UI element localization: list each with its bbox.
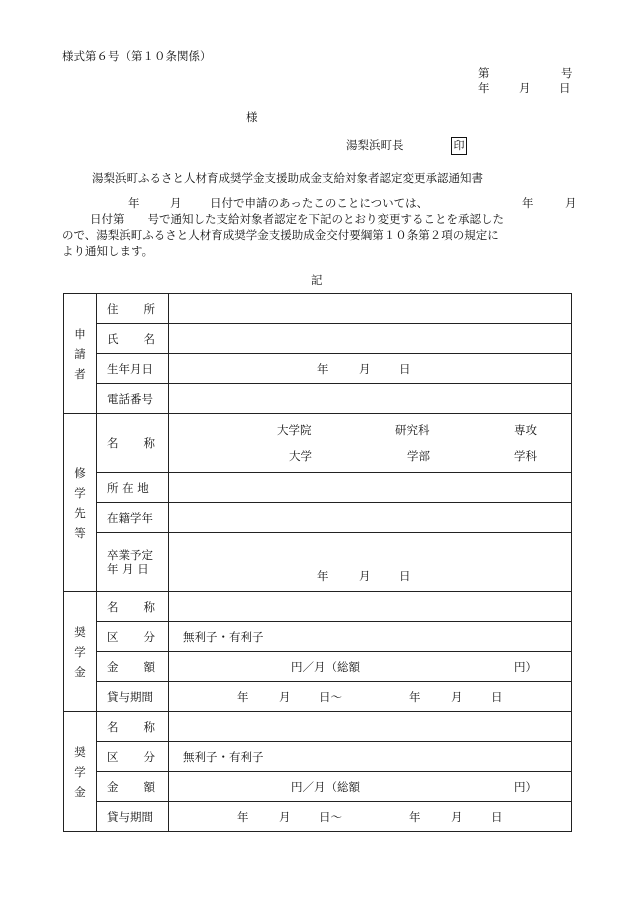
phone-label: 電話番号	[97, 384, 169, 414]
birthdate-label: 生年月日	[97, 354, 169, 384]
date-day: 日	[559, 81, 571, 95]
graduation-date-field[interactable]: 年 月 日	[169, 533, 572, 592]
issuer-name: 湯梨浜町長	[346, 138, 404, 152]
scholarship1-amount-row	[64, 652, 572, 682]
birthdate-field[interactable]: 年 月 日	[169, 354, 572, 384]
scholarship2-group-label: 奨 学 金	[64, 712, 97, 832]
enrolled-year-field[interactable]	[169, 503, 572, 533]
scholarship1-name-field[interactable]	[169, 592, 572, 622]
body-year: 年	[128, 196, 140, 210]
enrolled-year-label: 在籍学年	[97, 503, 169, 533]
applicant-address-row	[64, 294, 572, 324]
scholarship2-period-label: 貸与期間	[97, 802, 169, 832]
school-year-row	[64, 503, 572, 533]
scholarship2-period-field[interactable]: 年 月 日～ 年 月 日	[169, 802, 572, 832]
applicant-name-row	[64, 324, 572, 354]
scholarship2-amount-row	[64, 772, 572, 802]
body-line4: より通知します。	[62, 244, 154, 258]
scholarship2-amount-field[interactable]: 円／月（総額 円）	[169, 772, 572, 802]
scholarship1-period-field[interactable]: 年 月 日～ 年 月 日	[169, 682, 572, 712]
seal-mark: 印	[451, 137, 467, 155]
scholarship2-category-label: 区 分	[97, 742, 169, 772]
name-field[interactable]	[169, 324, 572, 354]
doc-no-suffix: 号	[561, 66, 573, 80]
scholarship2-name-label: 名 称	[97, 712, 169, 742]
scholarship2-period-row	[64, 802, 572, 832]
scholarship2-name-row	[64, 712, 572, 742]
name-label: 氏 名	[97, 324, 169, 354]
document-title: 湯梨浜町ふるさと人材育成奨学金支援助成金支給対象者認定変更承認通知書	[92, 171, 483, 185]
school-name-label: 名 称	[97, 414, 169, 473]
scholarship1-category-label: 区 分	[97, 622, 169, 652]
graduation-label: 卒業予定 年 月 日	[97, 533, 169, 592]
school-name-row	[64, 414, 572, 473]
school-name-field[interactable]: 大学院 研究科 専攻 大学 学部 学科	[169, 414, 572, 473]
scholarship1-category-field[interactable]: 無利子・有利子	[169, 622, 572, 652]
body-line2: 日付第 号で通知した支給対象者認定を下記のとおり変更することを承認した	[90, 212, 504, 226]
body-line1: 日付で申請のあったこのことについては、	[210, 196, 429, 210]
applicant-phone-row	[64, 384, 572, 414]
scholarship1-amount-label: 金 額	[97, 652, 169, 682]
scholarship1-category-row	[64, 622, 572, 652]
school-group-label: 修 学 先 等	[64, 414, 97, 592]
scholarship1-period-row	[64, 682, 572, 712]
scholarship1-period-label: 貸与期間	[97, 682, 169, 712]
scholarship1-name-row	[64, 592, 572, 622]
form-number: 様式第６号（第１０条関係）	[62, 49, 212, 63]
date-year: 年	[478, 81, 490, 95]
body-line3: ので、湯梨浜町ふるさと人材育成奨学金支援助成金交付要綱第１０条第２項の規定に	[62, 228, 499, 242]
location-field[interactable]	[169, 473, 572, 503]
applicant-group-label: 申 請 者	[64, 294, 97, 414]
scholarship2-amount-label: 金 額	[97, 772, 169, 802]
school-graduation-row	[64, 533, 572, 592]
body-year2: 年	[522, 196, 534, 210]
body-month2: 月	[565, 196, 577, 210]
doc-no-prefix: 第	[478, 66, 490, 80]
scholarship2-name-field[interactable]	[169, 712, 572, 742]
ki-heading: 記	[311, 273, 323, 287]
form-table	[63, 293, 572, 832]
body-month: 月	[170, 196, 182, 210]
scholarship1-group-label: 奨 学 金	[64, 592, 97, 712]
scholarship1-name-label: 名 称	[97, 592, 169, 622]
applicant-birthdate-row	[64, 354, 572, 384]
address-label: 住 所	[97, 294, 169, 324]
phone-field[interactable]	[169, 384, 572, 414]
address-field[interactable]	[169, 294, 572, 324]
scholarship2-category-row	[64, 742, 572, 772]
school-location-row	[64, 473, 572, 503]
scholarship2-category-field[interactable]: 無利子・有利子	[169, 742, 572, 772]
date-month: 月	[519, 81, 531, 95]
scholarship1-amount-field[interactable]: 円／月（総額 円）	[169, 652, 572, 682]
addressee-honorific: 様	[246, 110, 258, 124]
location-label: 所 在 地	[97, 473, 169, 503]
